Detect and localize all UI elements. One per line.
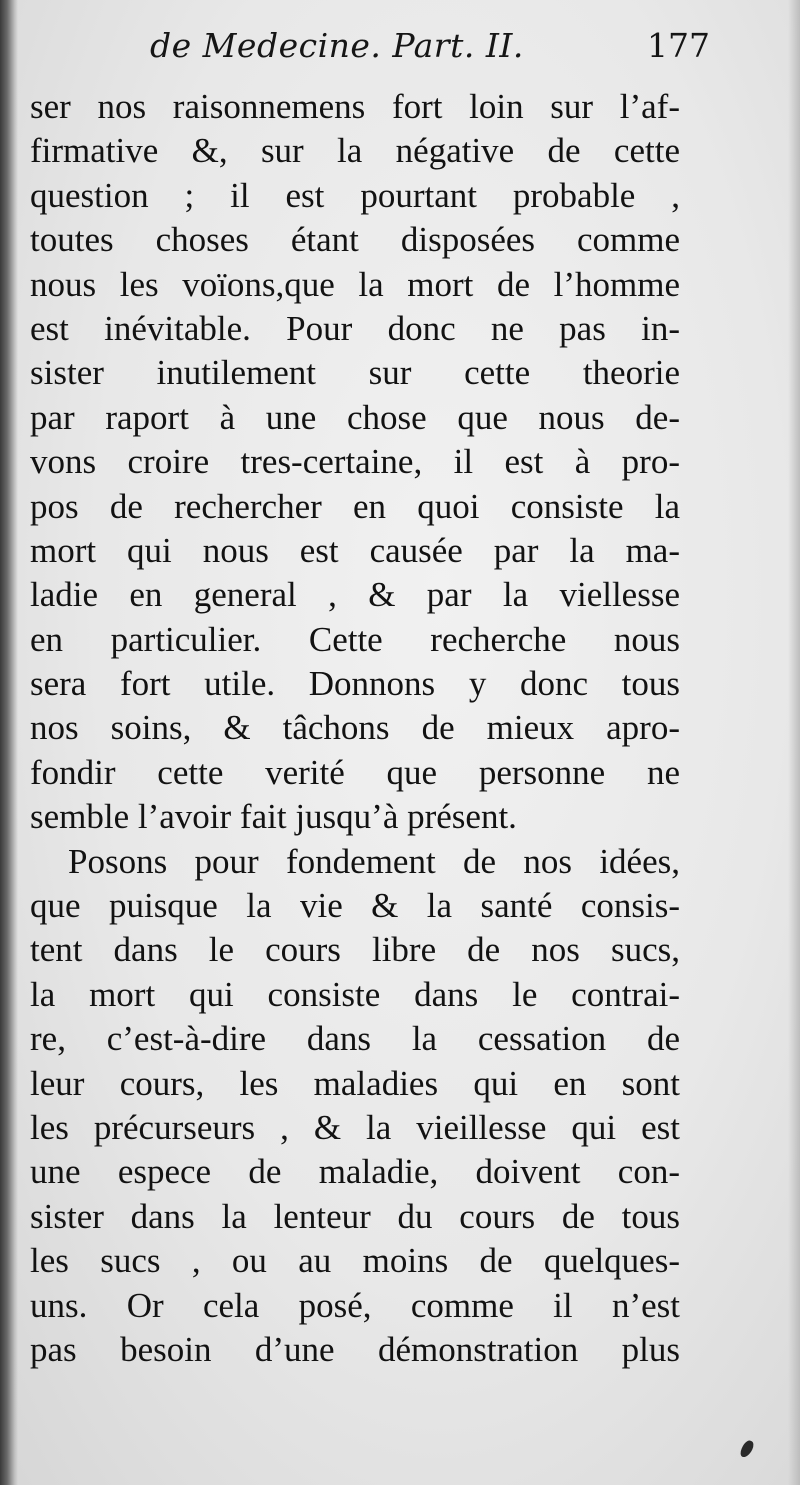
text-line: les précurseurs , & la vieillesse qui est [30,1107,680,1147]
text-line: une espece de maladie, doivent con- [30,1152,680,1192]
body-text [30,85,680,1372]
text-line: toutes choses étant disposées comme [30,220,680,260]
text-line: Posons pour fondement de nos idées, [68,841,680,881]
text-line: par raport à une chose que nous de- [30,397,680,437]
text-line: sister inutilement sur cette theorie [30,353,680,393]
text-line: nous les voïons,que la mort de l’homme [30,264,680,304]
text-line: ser nos raisonnemens fort loin sur l’af- [30,87,680,126]
page-edge [788,0,800,1485]
paragraph-1 [30,85,680,840]
text-line: mort qui nous est causée par la ma- [30,530,680,570]
text-line: la mort qui consiste dans le contrai- [30,974,680,1014]
text-line: semble l’avoir fait jusqu’à présent. [30,797,517,837]
text-line: sera fort utile. Donnons y donc tous [30,664,680,704]
text-line: pos de rechercher en quoi consiste la [30,486,680,526]
text-line: nos soins, & tâchons de mieux apro- [30,708,680,748]
text-line: vons croire tres-certaine, il est à pro- [30,442,680,482]
running-head: de Medecine. Part. II. [150,26,524,65]
text-line: tent dans le cours libre de nos sucs, [30,930,680,970]
text-line: pas besoin d’une démonstration plus [30,1329,680,1369]
page-number: 177 [647,26,710,65]
text-line: fondir cette verité que personne ne [30,752,680,792]
text-line: les sucs , ou au moins de quelques- [30,1241,680,1281]
page-header [150,26,710,86]
paragraph-2 [30,840,680,1373]
text-line: que puisque la vie & la santé consis- [30,886,680,926]
text-line: leur cours, les maladies qui en sont [30,1063,680,1103]
text-line: question ; il est pourtant probable , [30,175,680,215]
text-line: sister dans la lenteur du cours de tous [30,1196,680,1236]
text-line: uns. Or cela posé, comme il n’est [30,1285,680,1325]
text-line: en particulier. Cette recherche nous [30,619,680,659]
text-line: firmative &, sur la négative de cette [30,131,680,171]
binding-shadow [0,0,18,1485]
text-line: re, c’est-à-dire dans la cessation de [30,1019,680,1059]
text-line: ladie en general , & par la viellesse [30,575,680,615]
text-line: est inévitable. Pour donc ne pas in- [30,308,680,348]
ink-speck [739,1439,756,1460]
